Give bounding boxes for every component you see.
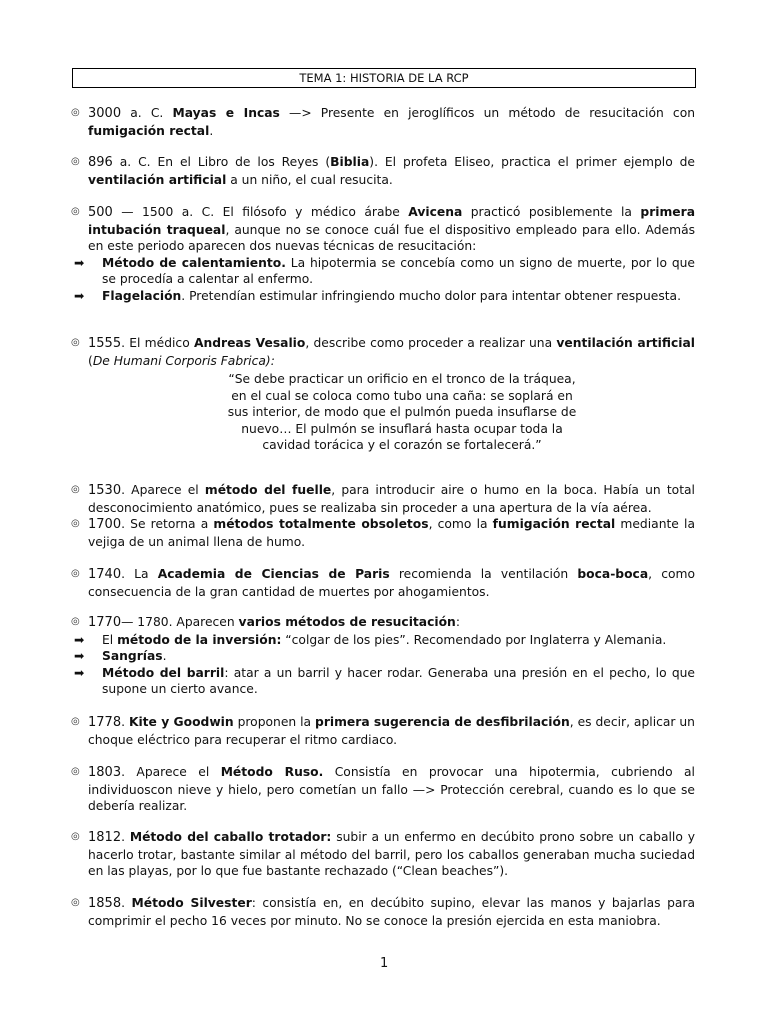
entry-text: . Se retorna a métodos totalmente obsoletos, como la fumigación rectal mediante la vejiga de un animal llena de humo. <box>88 517 695 549</box>
entry-text: . La Academia de Ciencias de Paris recomienda la ventilación boca-boca, como consecuencia de la gran cantidad de muertes por ahogamientos. <box>88 567 695 599</box>
entry-year: 1740 <box>88 567 122 582</box>
page-number: 1 <box>380 956 389 971</box>
entry-text: . Aparece el método del fuelle, para introducir aire o humo en la boca. Había un total desconocimiento anatómico, pues se realizaba sin proceder a una apertura de la vía aérea. <box>88 483 695 515</box>
entry-1740 <box>71 566 695 600</box>
entry-1770 <box>71 614 696 698</box>
arrow-icon: ➡ <box>74 665 85 680</box>
entry-1555 <box>71 335 695 454</box>
bullet-icon: ◎ <box>71 337 80 348</box>
entry-3000 <box>71 105 696 139</box>
entry-year: 1812 <box>88 830 122 845</box>
bullet-icon: ◎ <box>71 616 80 627</box>
vesalio-quote: “Se debe practicar un orificio en el tronco de la tráquea, en el cual se coloca como tubo una caña: se soplará en sus interior, de modo que el pulmón pueda insuflarse de nuevo… El pulmón se insuflará hasta ocupar toda la cavidad torácica y el corazón se fortalecerá.” <box>227 372 577 452</box>
entry-text: a. C. Mayas e Incas —> Presente en jeroglíficos un método de resucitación con fumigación rectal. <box>88 106 696 138</box>
arrow-icon: ➡ <box>74 255 85 270</box>
entry-text: — 1780. Aparecen varios métodos de resucitación: <box>121 615 460 629</box>
entry-text: a. C. En el Libro de los Reyes (Biblia). El profeta Eliseo, practica el primer ejemplo de ventilación artificial a un niño, el cual resucita. <box>88 155 695 187</box>
entry-text: — 1500 a. C. El filósofo y médico árabe Avicena practicó posiblemente la primera intubación traqueal, aunque no se conoce cuál fue el dispositivo empleado para ello. Además en este periodo aparecen dos nuevas técnicas de resucitación: <box>88 205 696 253</box>
bullet-icon: ◎ <box>71 206 80 217</box>
entry-year: 1803 <box>88 765 122 780</box>
entry-year: 896 <box>88 155 113 170</box>
entry-1778 <box>71 714 695 748</box>
entry-year: 500 <box>88 205 113 220</box>
arrow-icon: ➡ <box>74 649 85 663</box>
entry-1530 <box>71 482 695 516</box>
entry-1812 <box>71 829 695 880</box>
entry-year: 3000 <box>88 106 122 121</box>
entry-year: 1700 <box>88 517 122 532</box>
sub-item: ➡ Método del barril: atar a un barril y hacer rodar. Generaba una presión en el pecho, lo que supone un cierto avance. <box>74 665 696 696</box>
entry-year: 1555 <box>88 336 122 351</box>
arrow-icon: ➡ <box>74 288 85 303</box>
bullet-icon: ◎ <box>71 156 80 167</box>
bullet-icon: ◎ <box>71 518 80 529</box>
entry-1858 <box>71 895 696 929</box>
bullet-icon: ◎ <box>71 766 80 777</box>
bullet-icon: ◎ <box>71 897 80 908</box>
entry-year: 1770 <box>88 615 122 630</box>
entry-1700 <box>71 516 695 550</box>
entry-text: . Aparece el Método Ruso. Consistía en provocar una hipotermia, cubriendo al individuoscon nieve y hielo, pero cometían un fallo —> Protección cerebral, cuando es lo que se debería realizar. <box>88 765 695 813</box>
entry-text: . Método del caballo trotador: subir a un enfermo en decúbito prono sobre un caballo y hacerlo trotar, bastante similar al método del barril, pero los caballos generaban mucha suciedad en las playas, por lo que fue bastante rechazado (“Clean beaches”). <box>88 830 695 878</box>
sub-item: ➡ Sangrías. <box>74 649 167 663</box>
entry-year: 1778 <box>88 715 122 730</box>
sub-item: ➡ El método de la inversión: “colgar de los pies”. Recomendado por Inglaterra y Alemania. <box>74 632 667 647</box>
entry-year: 1530 <box>88 483 122 498</box>
sub-item: ➡ Método de calentamiento. La hipotermia se concebía como un signo de muerte, por lo que se procedía a calentar al enfermo. <box>74 255 695 286</box>
arrow-icon: ➡ <box>74 632 85 647</box>
entry-text: . El médico Andreas Vesalio, describe como proceder a realizar una ventilación artificial (De Humani Corporis Fabrica): <box>88 336 695 368</box>
entry-896 <box>71 154 695 188</box>
entry-text: . Método Silvester: consistía en, en decúbito supino, elevar las manos y bajarlas para comprimir el pecho 16 veces por minuto. No se conoce la presión ejercida en esta maniobra. <box>88 896 696 928</box>
bullet-icon: ◎ <box>71 484 80 495</box>
bullet-icon: ◎ <box>71 831 80 842</box>
entry-1803 <box>71 764 695 815</box>
bullet-icon: ◎ <box>71 716 80 727</box>
bullet-icon: ◎ <box>71 568 80 579</box>
entry-text: . Kite y Goodwin proponen la primera sugerencia de desfibrilación, es decir, aplicar un choque eléctrico para recuperar el ritmo cardiaco. <box>88 715 695 747</box>
entry-year: 1858 <box>88 896 122 911</box>
bullet-icon: ◎ <box>71 107 80 118</box>
sub-item: ➡ Flagelación. Pretendían estimular infringiendo mucho dolor para intentar obtener respuesta. <box>74 288 681 303</box>
entry-500 <box>71 204 696 304</box>
page-title: TEMA 1: HISTORIA DE LA RCP <box>72 68 696 88</box>
